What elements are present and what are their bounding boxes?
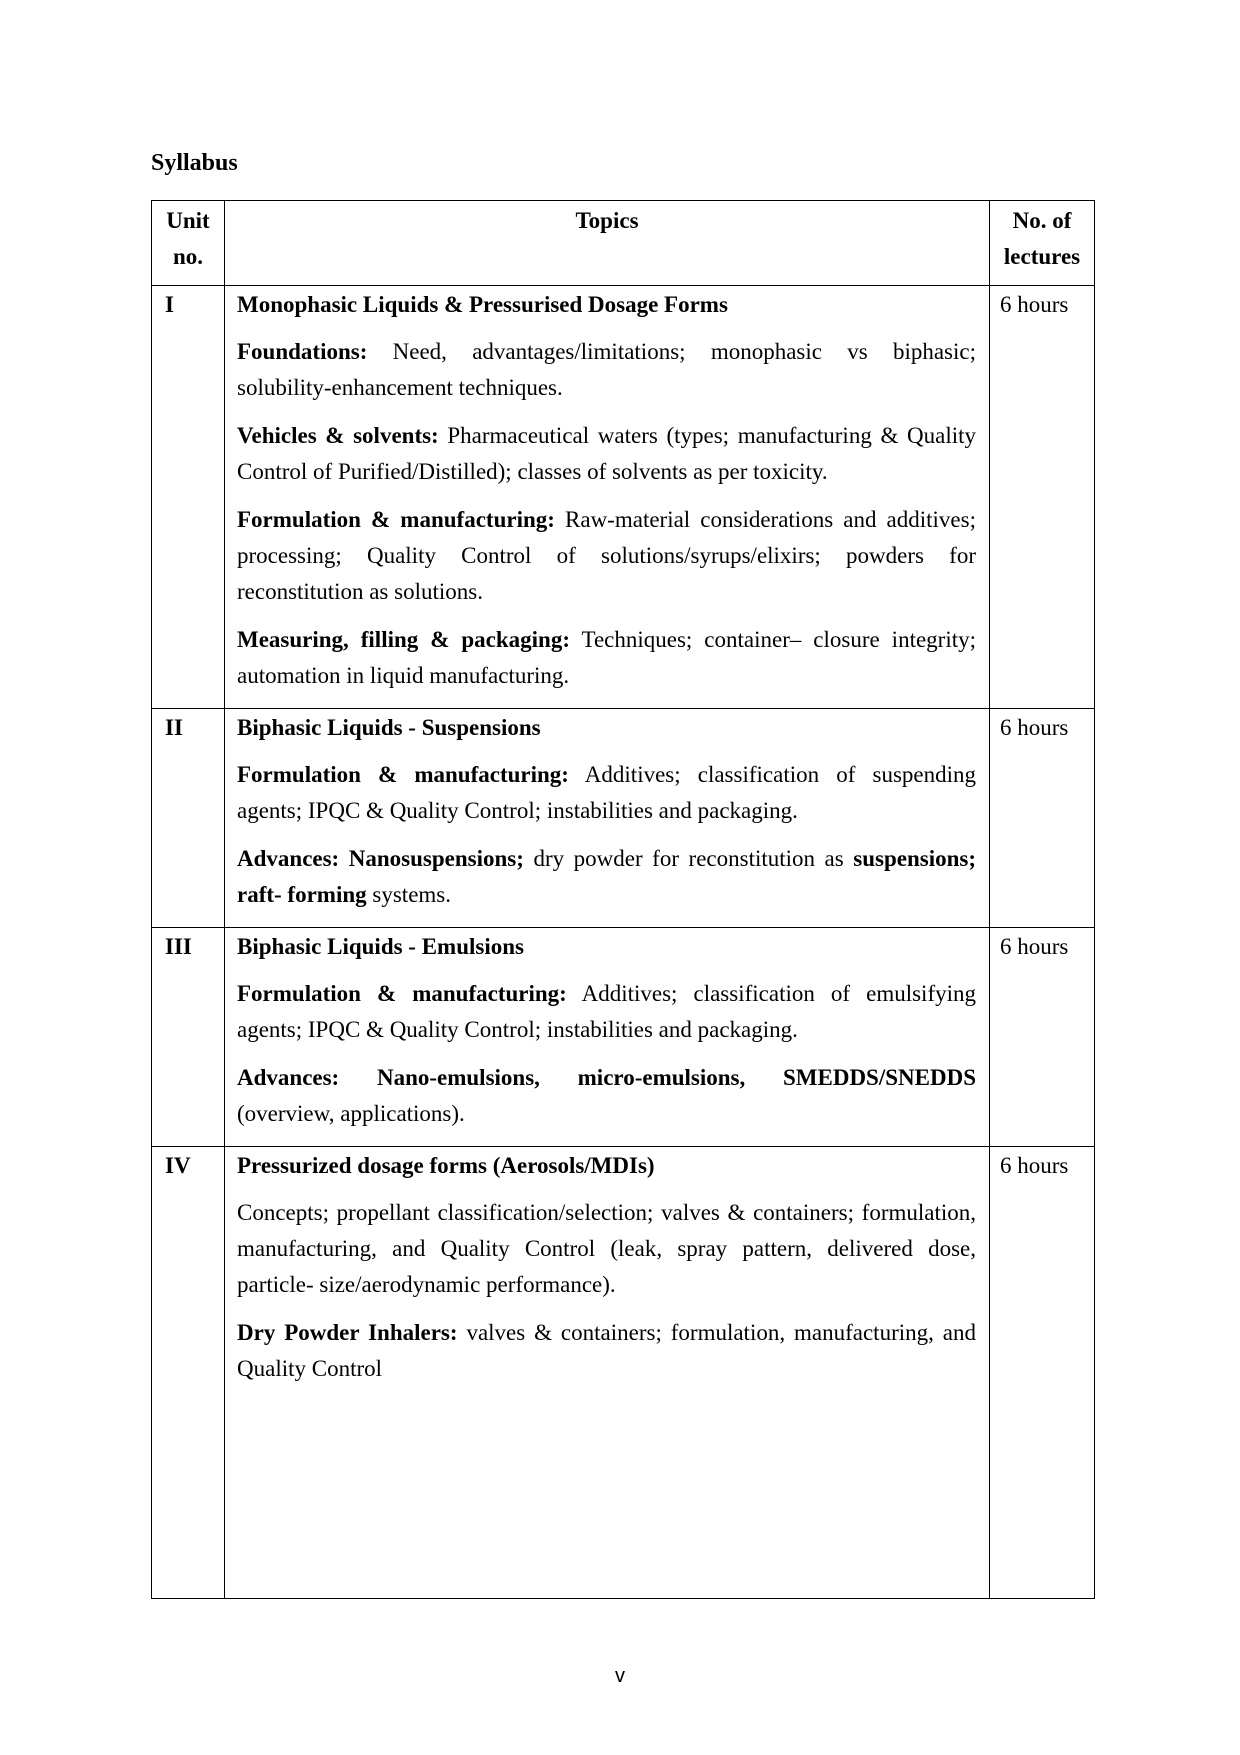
table-row <box>152 709 1095 928</box>
table-header-row <box>152 201 1095 286</box>
lecture-hours: 6 hours <box>990 928 1095 1147</box>
topic-paragraph <box>237 622 976 694</box>
unit-number: II <box>152 709 225 928</box>
page-title: Syllabus <box>151 150 238 176</box>
table-row <box>152 928 1095 1147</box>
paragraph-text: Additives; classification of suspending agents; IPQC & Quality Control; instabilities and packaging. <box>237 762 976 823</box>
unit-number: III <box>152 928 225 1147</box>
header-topics: Topics <box>225 201 990 286</box>
paragraph-label: Formulation & manufacturing: <box>237 762 569 787</box>
syllabus-table <box>151 200 1095 1599</box>
paragraph-text: valves & containers; formulation, manufacturing, and Quality Control <box>237 1320 976 1381</box>
paragraph-text: Pharmaceutical waters (types; manufacturing & Quality Control of Purified/Distilled); classes of solvents as per toxicity. <box>237 423 976 484</box>
topic-paragraph <box>237 1315 976 1387</box>
paragraph-text: (overview, applications). <box>237 1101 465 1126</box>
paragraph-text: Raw-material considerations and additives; processing; Quality Control of solutions/syrups/elixirs; powders for reconstitution as solutions. <box>237 507 976 604</box>
topic-paragraph <box>237 1195 976 1303</box>
unit-title: Biphasic Liquids - Emulsions <box>237 934 524 959</box>
paragraph-label: Advances: Nano-emulsions, micro-emulsions, SMEDDS/SNEDDS <box>237 1065 976 1090</box>
topic-cell <box>225 286 990 709</box>
paragraph-text: systems. <box>366 882 451 907</box>
topic-cell <box>225 1147 990 1599</box>
topic-paragraph <box>237 757 976 829</box>
paragraph-text: Concepts; propellant classification/selection; valves & containers; formulation, manufacturing, and Quality Control (leak, spray pattern, delivered dose, particle- size/aerodynamic performance). <box>237 1200 976 1297</box>
page-number: v <box>615 1665 625 1687</box>
paragraph-label: Dry Powder Inhalers: <box>237 1320 458 1345</box>
paragraph-text: Additives; classification of emulsifying agents; IPQC & Quality Control; instabilities and packaging. <box>237 981 976 1042</box>
topic-cell <box>225 928 990 1147</box>
lecture-hours: 6 hours <box>990 1147 1095 1599</box>
paragraph-label: Measuring, filling & packaging: <box>237 627 570 652</box>
table-row <box>152 1147 1095 1599</box>
topic-cell <box>225 709 990 928</box>
topic-paragraph <box>237 976 976 1048</box>
topic-paragraph <box>237 502 976 610</box>
paragraph-label: Vehicles & solvents: <box>237 423 439 448</box>
topic-paragraph <box>237 418 976 490</box>
unit-number: IV <box>152 1147 225 1599</box>
paragraph-label: Advances: Nanosuspensions; <box>237 846 524 871</box>
paragraph-label: suspensions; raft- forming <box>237 846 977 907</box>
table-row <box>152 286 1095 709</box>
unit-title: Pressurized dosage forms (Aerosols/MDIs) <box>237 1153 655 1178</box>
lecture-hours: 6 hours <box>990 709 1095 928</box>
topic-paragraph <box>237 334 976 406</box>
paragraph-text: Need, advantages/limitations; monophasic vs biphasic; solubility-enhancement techniques. <box>237 339 976 400</box>
header-lectures: No. of lectures <box>990 201 1095 286</box>
unit-title: Monophasic Liquids & Pressurised Dosage Forms <box>237 292 728 317</box>
paragraph-label: Formulation & manufacturing: <box>237 507 555 532</box>
paragraph-label: Foundations: <box>237 339 368 364</box>
unit-title: Biphasic Liquids - Suspensions <box>237 715 541 740</box>
topic-paragraph <box>237 841 976 913</box>
paragraph-text: dry powder for reconstitution as <box>523 846 854 871</box>
paragraph-text: Techniques; container– closure integrity; automation in liquid manufacturing. <box>237 627 976 688</box>
paragraph-label: Formulation & manufacturing: <box>237 981 567 1006</box>
header-unit: Unit no. <box>152 201 225 286</box>
topic-paragraph <box>237 1060 976 1132</box>
unit-number: I <box>152 286 225 709</box>
lecture-hours: 6 hours <box>990 286 1095 709</box>
